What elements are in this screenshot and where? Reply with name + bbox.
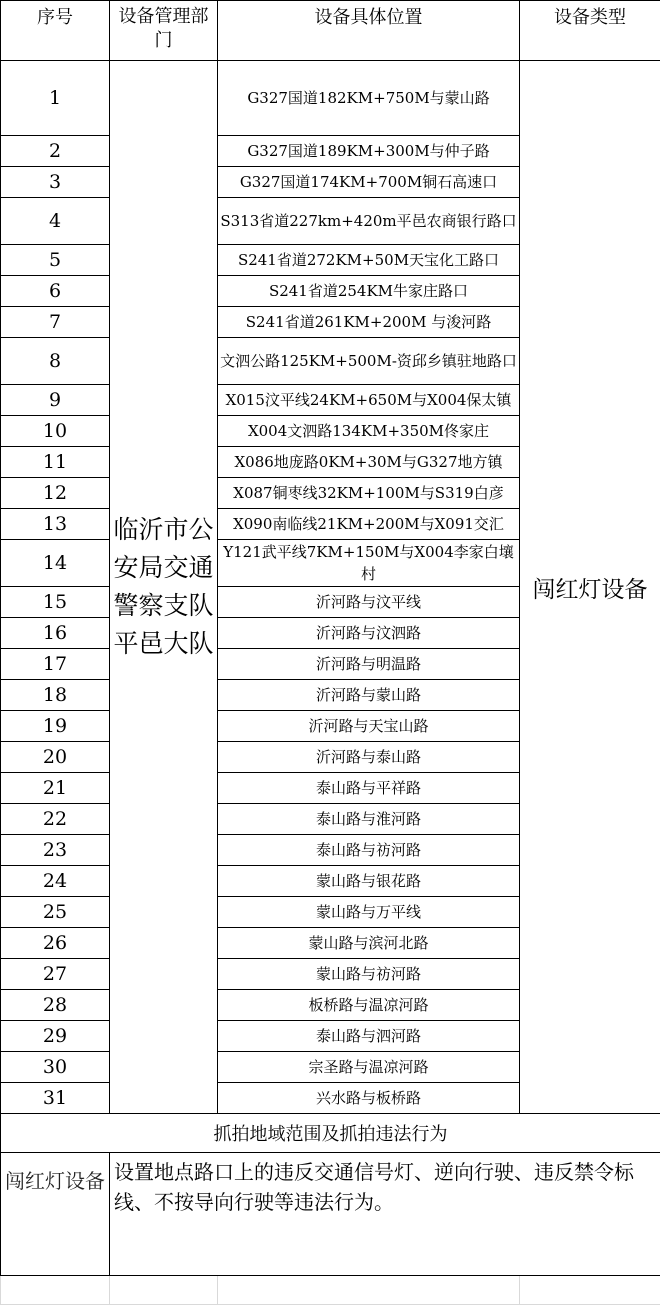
row-index: 5 — [1, 245, 110, 276]
row-index: 1 — [1, 61, 110, 136]
row-index: 4 — [1, 198, 110, 245]
row-index: 3 — [1, 167, 110, 198]
row-location: 板桥路与温凉河路 — [218, 990, 520, 1021]
row-index: 10 — [1, 416, 110, 447]
row-index: 26 — [1, 928, 110, 959]
department-cell: 临沂市公安局交通警察支队平邑大队 — [110, 61, 218, 1114]
row-index: 22 — [1, 804, 110, 835]
row-index: 6 — [1, 276, 110, 307]
row-location: X090南临线21KM+200M与X091交汇 — [218, 509, 520, 540]
blank-row — [1, 1276, 660, 1305]
row-location: X086地庞路0KM+30M与G327地方镇 — [218, 447, 520, 478]
table-header-row — [1, 1, 660, 61]
row-index: 14 — [1, 540, 110, 587]
blank-cell — [1, 1276, 110, 1305]
row-index: 16 — [1, 618, 110, 649]
row-location: 泰山路与泗河路 — [218, 1021, 520, 1052]
row-location: S241省道261KM+200M 与浚河路 — [218, 307, 520, 338]
row-location: 宗圣路与温凉河路 — [218, 1052, 520, 1083]
blank-cell — [110, 1276, 218, 1305]
row-location: 泰山路与祊河路 — [218, 835, 520, 866]
row-index: 11 — [1, 447, 110, 478]
row-location: 泰山路与平祥路 — [218, 773, 520, 804]
scope-description: 设置地点路口上的违反交通信号灯、逆向行驶、违反禁令标线、不按导向行驶等违法行为。 — [114, 1160, 634, 1214]
device-type-cell: 闯红灯设备 — [520, 61, 660, 1114]
row-location: Y121武平线7KM+150M与X004李家白壤村 — [218, 540, 520, 587]
row-location: 沂河路与明温路 — [218, 649, 520, 680]
row-index: 12 — [1, 478, 110, 509]
row-location: G327国道182KM+750M与蒙山路 — [218, 61, 520, 136]
row-index: 7 — [1, 307, 110, 338]
row-index: 20 — [1, 742, 110, 773]
row-location: 文泗公路125KM+500M-资邱乡镇驻地路口 — [218, 338, 520, 385]
row-location: 蒙山路与祊河路 — [218, 959, 520, 990]
row-index: 24 — [1, 866, 110, 897]
row-location: 泰山路与淮河路 — [218, 804, 520, 835]
row-index: 31 — [1, 1083, 110, 1114]
row-location: 沂河路与汶平线 — [218, 587, 520, 618]
row-location: 沂河路与蒙山路 — [218, 680, 520, 711]
row-location: X087铜枣线32KM+100M与S319白彦 — [218, 478, 520, 509]
row-location: 兴水路与板桥路 — [218, 1083, 520, 1114]
row-location: 沂河路与天宝山路 — [218, 711, 520, 742]
row-index: 17 — [1, 649, 110, 680]
row-location: S241省道272KM+50M天宝化工路口 — [218, 245, 520, 276]
scope-label-cell — [1, 1153, 110, 1276]
row-index: 15 — [1, 587, 110, 618]
header-location: 设备具体位置 — [218, 1, 520, 61]
row-location: G327国道174KM+700M铜石高速口 — [218, 167, 520, 198]
row-index: 2 — [1, 136, 110, 167]
table-row — [1, 61, 660, 136]
row-location: 蒙山路与银花路 — [218, 866, 520, 897]
scope-label: 闯红灯设备 — [5, 1169, 105, 1193]
scope-title-row — [1, 1114, 660, 1153]
row-index: 29 — [1, 1021, 110, 1052]
header-index: 序号 — [1, 1, 110, 61]
row-index: 28 — [1, 990, 110, 1021]
row-index: 8 — [1, 338, 110, 385]
row-location: S241省道254KM牛家庄路口 — [218, 276, 520, 307]
row-location: 沂河路与泰山路 — [218, 742, 520, 773]
header-department: 设备管理部门 — [110, 1, 218, 61]
row-index: 21 — [1, 773, 110, 804]
row-index: 30 — [1, 1052, 110, 1083]
row-location: X004文泗路134KM+350M佟家庄 — [218, 416, 520, 447]
header-device-type: 设备类型 — [520, 1, 660, 61]
row-location: G327国道189KM+300M与仲子路 — [218, 136, 520, 167]
row-location: 蒙山路与滨河北路 — [218, 928, 520, 959]
blank-cell — [520, 1276, 660, 1305]
row-location: 沂河路与汶泗路 — [218, 618, 520, 649]
row-index: 19 — [1, 711, 110, 742]
row-index: 13 — [1, 509, 110, 540]
row-location: S313省道227km+420m平邑农商银行路口 — [218, 198, 520, 245]
scope-title: 抓拍地域范围及抓拍违法行为 — [1, 1114, 660, 1153]
row-index: 9 — [1, 385, 110, 416]
row-index: 27 — [1, 959, 110, 990]
scope-description-cell — [110, 1153, 660, 1276]
scope-description-row — [1, 1153, 660, 1276]
row-location: X015汶平线24KM+650M与X004保太镇 — [218, 385, 520, 416]
row-index: 23 — [1, 835, 110, 866]
row-index: 18 — [1, 680, 110, 711]
row-index: 25 — [1, 897, 110, 928]
blank-cell — [218, 1276, 520, 1305]
row-location: 蒙山路与万平线 — [218, 897, 520, 928]
